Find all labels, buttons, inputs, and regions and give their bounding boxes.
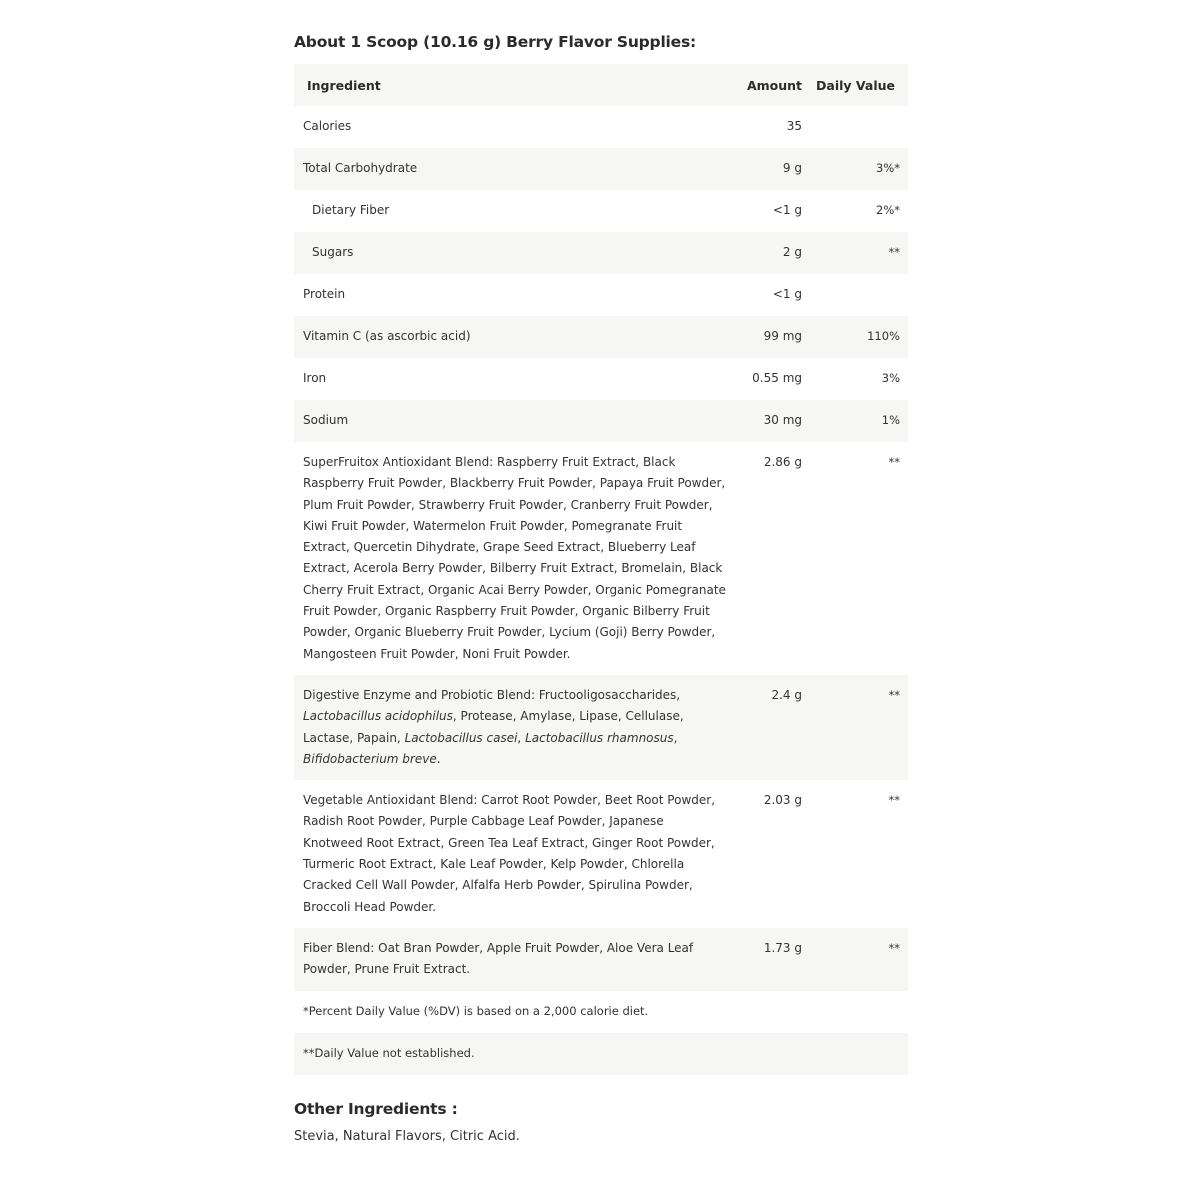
ingredient-text: . bbox=[436, 751, 441, 766]
column-header-amount: Amount bbox=[734, 64, 810, 106]
ingredient-species: Bifidobacterium breve bbox=[303, 751, 437, 766]
amount-cell: 2.03 g bbox=[763, 793, 802, 808]
column-header-daily-value: Daily Value bbox=[810, 64, 908, 106]
ingredient-species: Lactobacillus rhamnosus bbox=[525, 730, 674, 745]
table-row bbox=[294, 190, 908, 232]
table-header-row bbox=[294, 64, 908, 106]
ingredient-cell: Sodium bbox=[294, 400, 734, 442]
daily-value-cell: 3%* bbox=[810, 148, 908, 190]
table-row bbox=[294, 928, 908, 991]
other-ingredients-text: Stevia, Natural Flavors, Citric Acid. bbox=[294, 1128, 520, 1144]
daily-value-cell: ** bbox=[888, 455, 900, 469]
ingredient-text: , Protease, Amylase, Lipase, Cellulase, Lactase, Papain, bbox=[303, 709, 684, 745]
daily-value-cell bbox=[810, 106, 908, 148]
table-row bbox=[294, 400, 908, 442]
column-header-ingredient: Ingredient bbox=[294, 64, 734, 106]
ingredient-text: , bbox=[517, 730, 526, 745]
daily-value-cell: ** bbox=[810, 675, 908, 780]
ingredient-cell: Dietary Fiber bbox=[312, 203, 390, 217]
ingredient-cell: SuperFruitox Antioxidant Blend: Raspberry Fruit Extract, Black Raspberry Fruit Powder, Blackberry Fruit Powder, Papaya Fruit Powder, Plum Fruit Powder, Strawberry Fruit Powder, Cranberry Fruit Powder, Kiwi Fruit Powder, Watermelon Fruit Powder, Pomegranate Fruit Extract, Quercetin Dihydrate, Grape Seed Extract, Blueberry Leaf Extract, Acerola Berry Powder, Bilberry Fruit Extract, Bromelain, Black Cherry Fruit Extract, Organic Acai Berry Powder, Organic Pomegranate Fruit Powder, Organic Raspberry Fruit Powder, Organic Bilberry Fruit Powder, Organic Blueberry Fruit Powder, Lycium (Goji) Berry Powder, Mangosteen Fruit Powder, Noni Fruit Powder. bbox=[303, 455, 726, 661]
amount-cell: 1.73 g bbox=[734, 928, 810, 991]
table-row bbox=[294, 780, 908, 928]
daily-value-cell: 110% bbox=[810, 316, 908, 358]
other-ingredients-title: Other Ingredients : bbox=[294, 1099, 458, 1118]
daily-value-cell: ** bbox=[810, 928, 908, 991]
amount-cell: 9 g bbox=[734, 148, 810, 190]
amount-cell: 2.86 g bbox=[763, 455, 802, 469]
daily-value-cell: 1% bbox=[810, 400, 908, 442]
amount-cell: <1 g bbox=[772, 203, 802, 217]
ingredient-text: Digestive Enzyme and Probiotic Blend: Fructooligosaccharides, bbox=[303, 687, 681, 702]
daily-value-cell: 3% bbox=[881, 371, 900, 385]
table-row bbox=[294, 675, 908, 780]
amount-cell: 30 mg bbox=[734, 400, 810, 442]
serving-title: About 1 Scoop (10.16 g) Berry Flavor Supplies: bbox=[294, 33, 697, 51]
ingredient-cell: Calories bbox=[303, 119, 352, 133]
amount-cell: 35 bbox=[786, 119, 802, 133]
ingredient-species: Lactobacillus acidophilus bbox=[303, 709, 453, 724]
supplement-facts-section bbox=[294, 30, 908, 1146]
ingredient-cell: Vitamin C (as ascorbic acid) bbox=[294, 316, 734, 358]
table-row bbox=[294, 316, 908, 358]
ingredient-cell: Total Carbohydrate bbox=[294, 148, 734, 190]
table-row bbox=[294, 358, 908, 400]
amount-cell: 2.4 g bbox=[734, 675, 810, 780]
daily-value-cell: ** bbox=[810, 232, 908, 274]
supplement-facts-table bbox=[294, 64, 908, 1075]
ingredient-cell: Fiber Blend: Oat Bran Powder, Apple Fruit Powder, Aloe Vera Leaf Powder, Prune Fruit Extract. bbox=[294, 928, 734, 991]
table-row bbox=[294, 148, 908, 190]
table-row bbox=[294, 232, 908, 274]
amount-cell: 0.55 mg bbox=[752, 371, 802, 385]
ingredient-text: , bbox=[673, 730, 678, 745]
amount-cell: 99 mg bbox=[734, 316, 810, 358]
ingredient-cell: Iron bbox=[303, 371, 327, 385]
ingredient-cell: Sugars bbox=[294, 232, 734, 274]
ingredient-species: Lactobacillus casei bbox=[404, 730, 518, 745]
table-row bbox=[294, 442, 908, 675]
table-row bbox=[294, 274, 908, 316]
footnote-row bbox=[294, 991, 908, 1033]
ingredient-cell bbox=[294, 675, 734, 780]
daily-value-cell: ** bbox=[888, 793, 900, 808]
footnote-dv-not-established: **Daily Value not established. bbox=[294, 1033, 908, 1075]
footnote-row bbox=[294, 1033, 908, 1075]
daily-value-cell: 2%* bbox=[876, 203, 900, 217]
ingredient-cell: Protein bbox=[303, 287, 346, 301]
amount-cell: <1 g bbox=[772, 287, 802, 301]
amount-cell: 2 g bbox=[734, 232, 810, 274]
table-row bbox=[294, 106, 908, 148]
footnote-percent-dv: *Percent Daily Value (%DV) is based on a 2,000 calorie diet. bbox=[303, 1003, 649, 1018]
ingredient-cell: Vegetable Antioxidant Blend: Carrot Root Powder, Beet Root Powder, Radish Root Powder, Purple Cabbage Leaf Powder, Japanese Knotweed Root Extract, Green Tea Leaf Extract, Ginger Root Powder, Turmeric Root Extract, Kale Leaf Powder, Kelp Powder, Chlorella Cracked Cell Wall Powder, Alfalfa Herb Powder, Spirulina Powder, Broccoli Head Powder. bbox=[303, 793, 716, 914]
daily-value-cell bbox=[810, 274, 908, 316]
